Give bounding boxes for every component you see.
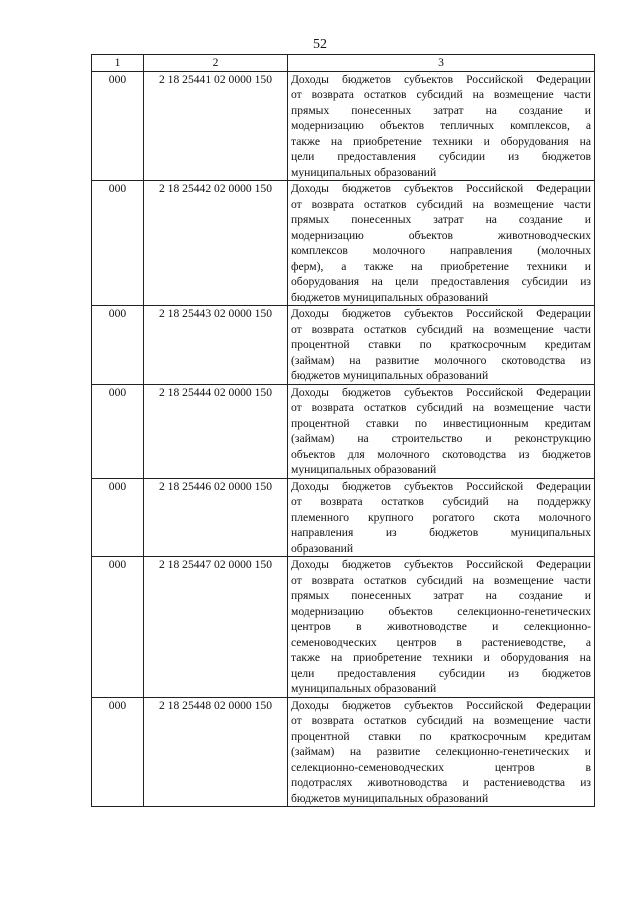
table-row [92, 181, 595, 306]
revenue-name-line: центров в животноводстве и селекционно- [291, 620, 591, 633]
admin-code-cell: 000 [92, 181, 144, 306]
admin-code-cell: 000 [92, 306, 144, 385]
revenue-name-line: (займам) на строительство и реконструкцию [291, 432, 591, 445]
budget-classification-code-cell: 2 18 25444 02 0000 150 [144, 384, 288, 478]
table-row [92, 478, 595, 557]
revenue-name-line: модернизацию объектов тепличных комплексов, а [291, 119, 591, 132]
table-body [92, 71, 595, 807]
revenue-name-line: бюджетов муниципальных образований [291, 791, 489, 805]
revenue-name-line: от возврата остатков субсидий на возмещение части [291, 573, 591, 587]
revenue-name-cell [288, 697, 595, 807]
revenue-name-line: Доходы бюджетов субъектов Российской Федерации [291, 479, 591, 493]
revenue-name-line: цели предоставления субсидии из бюджетов [291, 666, 591, 680]
table-row [92, 306, 595, 385]
budget-classification-code-cell: 2 18 25448 02 0000 150 [144, 697, 288, 807]
revenue-name-line: селекционно-семеноводческих центров в [291, 760, 591, 774]
revenue-name-line: Доходы бюджетов субъектов Российской Федерации [291, 698, 591, 712]
revenue-name-cell [288, 71, 595, 181]
admin-code-cell: 000 [92, 384, 144, 478]
admin-code-cell: 000 [92, 71, 144, 181]
revenue-name-line: подотраслях животноводства и растениеводства из [291, 776, 591, 789]
budget-classification-code-cell: 2 18 25441 02 0000 150 [144, 71, 288, 181]
table-row [92, 697, 595, 807]
budget-revenue-table [91, 54, 595, 807]
revenue-name-line: Доходы бюджетов субъектов Российской Федерации [291, 558, 591, 571]
budget-classification-code-cell: 2 18 25446 02 0000 150 [144, 478, 288, 557]
revenue-name-cell [288, 478, 595, 557]
revenue-name-line: процентной ставки по инвестиционным кредитам [291, 416, 591, 430]
table-row [92, 384, 595, 478]
revenue-name-line: бюджетов муниципальных образований [291, 290, 489, 304]
revenue-name-cell [288, 306, 595, 385]
revenue-name-line: муниципальных образований [291, 165, 437, 179]
revenue-name-line: от возврата остатков субсидий на возмещение части [291, 714, 591, 727]
revenue-name-line: прямых понесенных затрат на создание и [291, 589, 591, 602]
revenue-name-cell [288, 181, 595, 306]
revenue-name-line: (займам) на развитие молочного скотоводства из [291, 353, 591, 367]
table-row [92, 71, 595, 181]
revenue-name-line: Доходы бюджетов субъектов Российской Федерации [291, 307, 591, 320]
budget-classification-code-cell: 2 18 25442 02 0000 150 [144, 181, 288, 306]
admin-code-cell: 000 [92, 557, 144, 698]
revenue-name-line: от возврата остатков субсидий на возмещение части [291, 88, 591, 101]
revenue-name-line: объектов для молочного скотоводства из бюджетов [291, 447, 591, 461]
budget-classification-code-cell: 2 18 25443 02 0000 150 [144, 306, 288, 385]
budget-classification-code-cell: 2 18 25447 02 0000 150 [144, 557, 288, 698]
revenue-name-line: от возврата остатков субсидий на возмещение части [291, 401, 591, 414]
revenue-name-line: модернизацию объектов животноводческих [291, 228, 591, 242]
revenue-name-line: Доходы бюджетов субъектов Российской Федерации [291, 72, 591, 86]
revenue-name-line: процентной ставки по краткосрочным кредитам [291, 729, 591, 743]
revenue-name-line: оборудования на цели предоставления субсидии из [291, 275, 591, 288]
revenue-name-line: семеноводческих центров в растениеводстве, а [291, 635, 591, 649]
revenue-name-line: также на приобретение техники и оборудования на [291, 651, 591, 664]
revenue-name-line: прямых понесенных затрат на создание и [291, 103, 591, 117]
admin-code-cell: 000 [92, 697, 144, 807]
revenue-name-line: также на приобретение техники и оборудования на [291, 134, 591, 148]
header-col-3: 3 [288, 55, 595, 72]
revenue-name-line: цели предоставления субсидии из бюджетов [291, 150, 591, 163]
revenue-name-line: от возврата остатков субсидий на поддержку [291, 495, 591, 508]
revenue-name-line: прямых понесенных затрат на создание и [291, 213, 591, 226]
revenue-name-line: процентной ставки по краткосрочным кредитам [291, 338, 591, 351]
revenue-name-cell [288, 384, 595, 478]
revenue-name-line: Доходы бюджетов субъектов Российской Федерации [291, 182, 591, 195]
table-header-row [92, 55, 595, 72]
revenue-name-line: племенного крупного рогатого скота молочного [291, 510, 591, 524]
revenue-name-cell [288, 557, 595, 698]
revenue-name-line: (займам) на развитие селекционно-генетических и [291, 745, 591, 758]
revenue-name-line: модернизацию объектов селекционно-генетических [291, 604, 591, 618]
table-row [92, 557, 595, 698]
revenue-name-line: от возврата остатков субсидий на возмещение части [291, 197, 591, 211]
revenue-name-line: направления из бюджетов муниципальных [291, 526, 591, 539]
admin-code-cell: 000 [92, 478, 144, 557]
revenue-name-line: от возврата остатков субсидий на возмещение части [291, 322, 591, 336]
revenue-name-line: бюджетов муниципальных образований [291, 369, 489, 382]
header-col-1: 1 [92, 55, 144, 72]
revenue-name-line: Доходы бюджетов субъектов Российской Федерации [291, 385, 591, 399]
header-col-2: 2 [144, 55, 288, 72]
revenue-name-line: образований [291, 541, 354, 555]
page-number: 52 [313, 37, 327, 52]
revenue-name-line: муниципальных образований [291, 463, 437, 476]
revenue-name-line: ферм), а также на приобретение техники и [291, 259, 591, 273]
revenue-name-line: муниципальных образований [291, 682, 437, 695]
revenue-name-line: комплексов молочного направления (молочных [291, 244, 591, 257]
